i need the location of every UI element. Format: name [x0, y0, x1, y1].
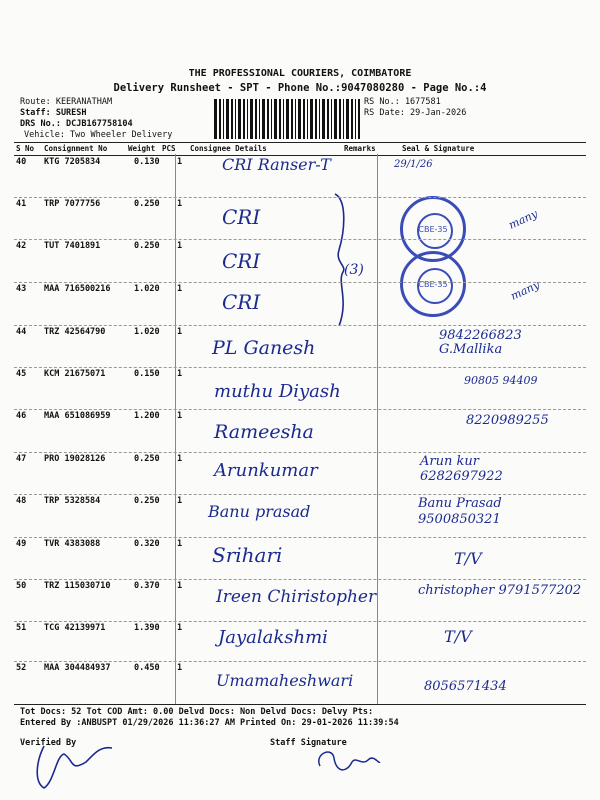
- row-consignment: TRP 5328584: [44, 496, 101, 506]
- row-consignee: CRI: [222, 290, 261, 314]
- barcode-bar: [226, 99, 229, 139]
- row-separator: [14, 197, 586, 198]
- col-pcs: PCS: [162, 144, 176, 153]
- barcode: [214, 99, 360, 139]
- row-weight: 0.320: [134, 539, 160, 549]
- drs-number: DRS No.: DCJB167758104: [20, 119, 133, 129]
- barcode-bar: [334, 99, 337, 139]
- row-consignment: KTG 7205834: [44, 157, 101, 167]
- barcode-bar: [231, 99, 233, 139]
- row-weight: 0.250: [134, 199, 160, 209]
- row-separator: [14, 621, 586, 622]
- row-consignee: Umamaheshwari: [216, 671, 354, 690]
- barcode-bar: [255, 99, 257, 139]
- barcode-bar: [339, 99, 341, 139]
- row-pcs: 1: [177, 241, 183, 251]
- barcode-bar: [238, 99, 241, 139]
- row-weight: 1.200: [134, 411, 160, 421]
- row-consignment: TRZ 42564790: [44, 327, 106, 337]
- barcode-bar: [219, 99, 221, 139]
- row-consignment: PRO 19028126: [44, 454, 106, 464]
- col-consignee: Consignee Details: [190, 144, 267, 153]
- barcode-bar: [267, 99, 269, 139]
- row-weight: 0.130: [134, 157, 160, 167]
- row-consignment: TCG 42139971: [44, 623, 106, 633]
- barcode-bar: [223, 99, 224, 139]
- barcode-bar: [303, 99, 305, 139]
- row-weight: 0.250: [134, 241, 160, 251]
- row-pcs: 1: [177, 663, 183, 673]
- row-consignment: TVR 4383088: [44, 539, 101, 549]
- barcode-bar: [358, 99, 360, 139]
- row-pcs: 1: [177, 539, 183, 549]
- route: Route: KEERANATHAM: [20, 97, 113, 107]
- totals-line: Tot Docs: 52 Tot COD Amt: 0.00 Delvd Docs: Non Delvd Docs: Delvy Pts:: [20, 707, 374, 717]
- row-separator: [14, 537, 586, 538]
- row-sno: 48: [16, 496, 27, 506]
- row-pcs: 1: [177, 454, 183, 464]
- row-consignment: TRP 7077756: [44, 199, 101, 209]
- verified-signature-mark: [30, 732, 140, 792]
- row-sno: 40: [16, 157, 27, 167]
- row-separator: [14, 452, 586, 453]
- remarks-bracket-mark: [325, 190, 375, 330]
- barcode-bar: [351, 99, 353, 139]
- row-pcs: 1: [177, 327, 183, 337]
- row-consignee: CRI: [222, 205, 261, 229]
- row-separator: [14, 367, 586, 368]
- barcode-bar: [343, 99, 344, 139]
- verified-by-label: Verified By: [20, 738, 77, 748]
- row-consignee: Ireen Chiristopher: [216, 587, 377, 607]
- table-header: [14, 142, 586, 156]
- row-pcs: 1: [177, 411, 183, 421]
- row-signature: T/V: [454, 549, 482, 568]
- row-consignee: CRI Ranser-T: [222, 155, 331, 174]
- row-consignee: CRI: [222, 249, 261, 273]
- runsheet-title: Delivery Runsheet - SPT - Phone No.:9047080280 - Page No.:4: [113, 82, 487, 94]
- rs-date: RS Date: 29-Jan-2026: [364, 108, 467, 118]
- row-sno: 47: [16, 454, 27, 464]
- row-consignment: MAA 304484937: [44, 663, 111, 673]
- staff-signature-mark: [312, 740, 382, 780]
- row-consignment: MAA 651086959: [44, 411, 111, 421]
- col-weight: Weight: [128, 144, 156, 153]
- barcode-bar: [214, 99, 217, 139]
- barcode-bar: [235, 99, 236, 139]
- row-consignee: Rameesha: [214, 421, 314, 443]
- barcode-bar: [346, 99, 349, 139]
- row-signature: 9842266823 G.Mallika: [439, 328, 522, 357]
- row-weight: 1.020: [134, 327, 160, 337]
- row-separator: [14, 409, 586, 410]
- row-signature: 90805 94409: [464, 374, 538, 387]
- row-pcs: 1: [177, 369, 183, 379]
- row-consignee: PL Ganesh: [212, 337, 316, 359]
- row-sno: 50: [16, 581, 27, 591]
- row-pcs: 1: [177, 581, 183, 591]
- col-remarks: Remarks: [344, 144, 376, 153]
- barcode-bar: [327, 99, 329, 139]
- row-consignee: muthu Diyash: [214, 381, 341, 402]
- stamp-code: CBE-35: [418, 225, 448, 234]
- staff-signature-label: Staff Signature: [270, 738, 347, 748]
- row-weight: 0.250: [134, 496, 160, 506]
- barcode-bar: [262, 99, 265, 139]
- barcode-bar: [322, 99, 325, 139]
- row-pcs: 1: [177, 157, 183, 167]
- col-seal: Seal & Signature: [402, 144, 475, 153]
- row-consignee: Srihari: [212, 543, 283, 567]
- row-signature: many: [508, 278, 542, 303]
- company-title: THE PROFESSIONAL COURIERS, COIMBATORE: [188, 68, 412, 79]
- row-pcs: 1: [177, 284, 183, 294]
- row-signature: many: [506, 207, 540, 232]
- col-sno: S No: [16, 144, 35, 153]
- row-consignment: TUT 7401891: [44, 241, 101, 251]
- row-separator: [14, 325, 586, 326]
- barcode-bar: [243, 99, 245, 139]
- row-signature: 29/1/26: [394, 159, 433, 170]
- row-consignment: MAA 716500216: [44, 284, 111, 294]
- row-weight: 0.450: [134, 663, 160, 673]
- barcode-bar: [295, 99, 296, 139]
- row-sno: 46: [16, 411, 27, 421]
- remarks-mark: (3): [344, 262, 364, 278]
- stamp-code: CBE-35: [418, 280, 448, 289]
- row-weight: 1.390: [134, 623, 160, 633]
- row-consignee: Arunkumar: [214, 460, 318, 481]
- barcode-bar: [271, 99, 272, 139]
- row-separator: [14, 239, 586, 240]
- row-separator: [14, 494, 586, 495]
- barcode-bar: [259, 99, 260, 139]
- barcode-bar: [355, 99, 356, 139]
- row-sno: 49: [16, 539, 27, 549]
- row-sno: 43: [16, 284, 27, 294]
- row-sno: 52: [16, 663, 27, 673]
- row-signature: Banu Prasad 9500850321: [418, 496, 502, 527]
- row-signature: 8220989255: [466, 413, 549, 428]
- entered-by-line: Entered By :ANBUSPT 01/29/2026 11:36:27 AM Printed On: 29-01-2026 11:39:54: [20, 718, 399, 728]
- row-signature: christopher 9791577202: [418, 583, 582, 598]
- row-weight: 0.250: [134, 454, 160, 464]
- row-pcs: 1: [177, 199, 183, 209]
- row-signature: Arun kur 6282697922: [420, 454, 503, 484]
- row-consignment: KCM 21675071: [44, 369, 106, 379]
- barcode-bar: [307, 99, 308, 139]
- company-seal-stamp: [400, 251, 466, 317]
- barcode-bar: [279, 99, 281, 139]
- row-weight: 0.370: [134, 581, 160, 591]
- row-pcs: 1: [177, 623, 183, 633]
- rs-number: RS No.: 1677581: [364, 97, 441, 107]
- barcode-bar: [298, 99, 301, 139]
- barcode-bar: [315, 99, 317, 139]
- row-sno: 42: [16, 241, 27, 251]
- col-consignment: Consignment No: [44, 144, 108, 153]
- row-weight: 1.020: [134, 284, 160, 294]
- row-pcs: 1: [177, 496, 183, 506]
- barcode-bar: [247, 99, 248, 139]
- staff: Staff: SURESH: [20, 108, 87, 118]
- barcode-bar: [291, 99, 293, 139]
- barcode-bar: [319, 99, 320, 139]
- row-sno: 41: [16, 199, 27, 209]
- barcode-bar: [310, 99, 313, 139]
- barcode-bar: [274, 99, 277, 139]
- row-separator: [14, 282, 586, 283]
- row-sno: 51: [16, 623, 27, 633]
- barcode-bar: [331, 99, 332, 139]
- row-sno: 45: [16, 369, 27, 379]
- barcode-bar: [286, 99, 289, 139]
- row-sno: 44: [16, 327, 27, 337]
- row-signature: 8056571434: [424, 679, 507, 694]
- footer-rule: [14, 704, 586, 705]
- row-consignee: Jayalakshmi: [218, 627, 328, 648]
- barcode-bar: [250, 99, 253, 139]
- barcode-bar: [283, 99, 284, 139]
- row-consignee: Banu prasad: [208, 502, 311, 521]
- vehicle: Vehicle: Two Wheeler Delivery: [24, 130, 173, 140]
- row-separator: [14, 579, 586, 580]
- row-separator: [14, 661, 586, 662]
- row-consignment: TRZ 115030710: [44, 581, 111, 591]
- row-weight: 0.150: [134, 369, 160, 379]
- row-signature: T/V: [444, 627, 472, 646]
